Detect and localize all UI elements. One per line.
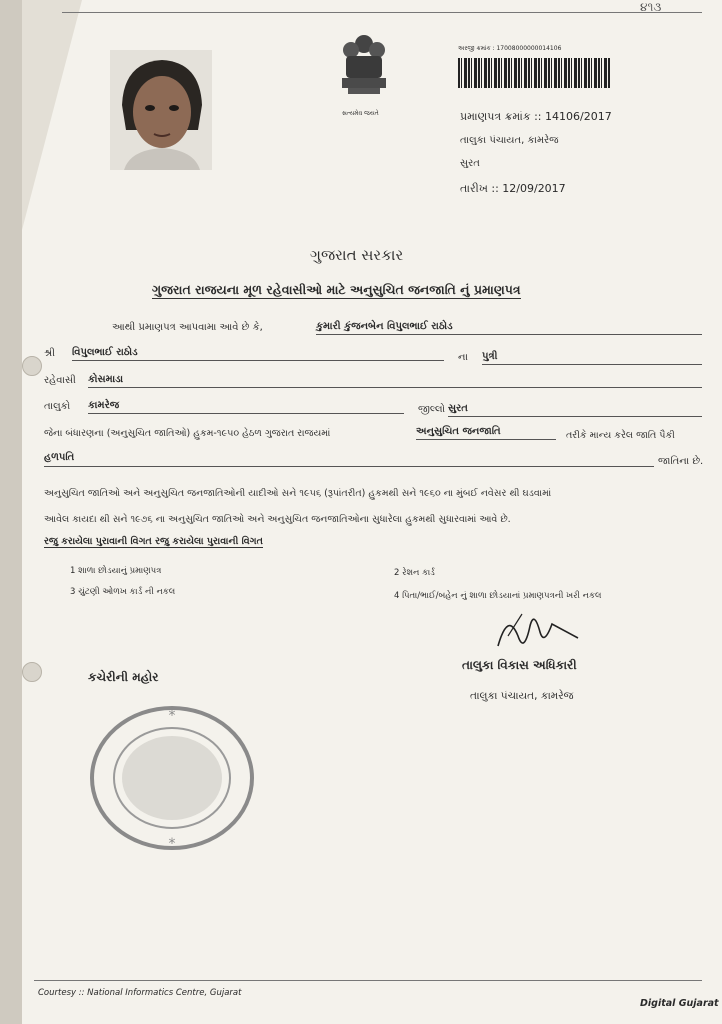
page-fold bbox=[22, 0, 82, 230]
relation-value: પુત્રી bbox=[482, 351, 702, 365]
application-number-label: અરજી ક્રમાંક : bbox=[458, 45, 495, 52]
father-name: વિપુલભાઈ રાઠોડ bbox=[72, 347, 444, 361]
digital-gujarat-label: Digital Gujarat bbox=[640, 998, 719, 1009]
svg-text:*: * bbox=[168, 836, 176, 852]
office-seal-label: કચેરીની મહોર bbox=[88, 670, 159, 684]
issue-date: 12/09/2017 bbox=[502, 182, 566, 195]
cert-number-label: પ્રમાણપત્ર ક્રમાંક :: bbox=[460, 110, 542, 123]
evidence-item: 3 ચુંટણી ઓળખ કાર્ડ ની નકલ bbox=[70, 587, 176, 597]
taluka-label: તાલુકો bbox=[44, 401, 71, 412]
legal-paragraph-line1: અનુસુચિત જાતિઓ અને અનુસુચિત જનજાતિઓની યાદીઓ સને ૧૯૫૬ (રૂપાંતરીત) હુકમથી સને ૧૯૬૦ ના મુંબઈ નવેસર થી ઘડવામાં bbox=[44, 488, 552, 499]
evidence-heading: રજુ કરાયેલા પુરાવાની વિગત રજુ કરાયેલા પુરાવાની વિગત bbox=[44, 536, 263, 547]
order-text: જેના બંધારણના (અનુસુચિત જાતિઓ) હુકમ-૧૯૫૦ હેઠળ ગુજરાત રાજયમાં bbox=[44, 428, 331, 439]
evidence-item: 1 શાળા છોડયાનું પ્રમાણપત્ર bbox=[70, 566, 162, 576]
issue-date-row bbox=[460, 182, 566, 196]
relation-label: ના bbox=[458, 352, 468, 363]
punch-hole bbox=[22, 662, 42, 682]
officer-place: તાલુકા પંચાયત, કામરેજ bbox=[470, 690, 574, 702]
district-label: જીલ્લો bbox=[418, 404, 446, 415]
officer-title: તાલુકા વિકાસ અધિકારી bbox=[462, 658, 577, 672]
government-title: ગુજરાત સરકાર bbox=[310, 246, 404, 264]
barcode bbox=[458, 58, 610, 88]
category-value: અનુસુચિત જનજાતિ bbox=[416, 426, 556, 440]
applicant-name: કુમારી કુંજનબેન વિપુલભાઈ રાઠોડ bbox=[316, 321, 702, 335]
corner-mark: ૪૧૩ bbox=[640, 0, 662, 14]
application-number-row bbox=[458, 45, 561, 53]
officer-signature bbox=[488, 606, 588, 658]
village-value: કોસમાડા bbox=[88, 374, 702, 388]
intro-text: આથી પ્રમાણપત્ર આપવામા આવે છે કે, bbox=[112, 322, 263, 333]
issuing-office: તાલુકા પંચાયત, કામરેજ bbox=[460, 135, 559, 146]
emblem-caption: સત્યમેવ જયતે bbox=[342, 110, 379, 117]
applicant-photo bbox=[110, 50, 212, 170]
svg-text:*: * bbox=[168, 708, 176, 724]
cert-number-row bbox=[460, 110, 612, 124]
cert-number: 14106/2017 bbox=[545, 110, 612, 123]
certificate-heading: ગુજરાત રાજયના મૂળ રહેવાસીઓ માટે અનુસુચિત જનજાતિ નું પ્રમાણપત્ર bbox=[152, 282, 521, 297]
resident-label: રહેવાસી bbox=[44, 375, 76, 386]
evidence-item: 4 પિતા/ભાઈ/બહેન નું શાળા છોડયાનાં પ્રમાણપત્રની ખરી નકલ bbox=[394, 591, 602, 601]
district-value: સુરત bbox=[448, 403, 702, 417]
tribe-suffix: જાતિના છે. bbox=[658, 456, 704, 467]
shri-label: શ્રી bbox=[44, 348, 56, 359]
issuing-city: સુરત bbox=[460, 158, 480, 169]
top-border bbox=[62, 12, 702, 13]
taluka-value: કામરેજ bbox=[88, 400, 404, 414]
courtesy-text: Courtesy :: National Informatics Centre, Gujarat bbox=[38, 988, 242, 998]
footer-border bbox=[34, 980, 702, 981]
punch-hole bbox=[22, 356, 42, 376]
application-number: 17008000000014106 bbox=[496, 45, 562, 52]
tribe-value: હળપતિ bbox=[44, 452, 654, 467]
recognized-text: તરીકે માન્ય કરેલ જાતિ પૈકી bbox=[566, 430, 675, 441]
office-seal-stamp bbox=[88, 706, 256, 856]
evidence-item: 2 રેશન કાર્ડ bbox=[394, 568, 435, 578]
legal-paragraph-line2: આવેલ કાયદા થી સને ૧૯૭૬ ના અનુસુચિત જાતિઓ અને અનુસુચિત જનજાતિઓના સુધારેલા હુકમથી સુધારવામાં આવે છે. bbox=[44, 514, 511, 525]
ashoka-emblem bbox=[334, 30, 394, 115]
issue-date-label: તારીખ :: bbox=[460, 182, 499, 195]
